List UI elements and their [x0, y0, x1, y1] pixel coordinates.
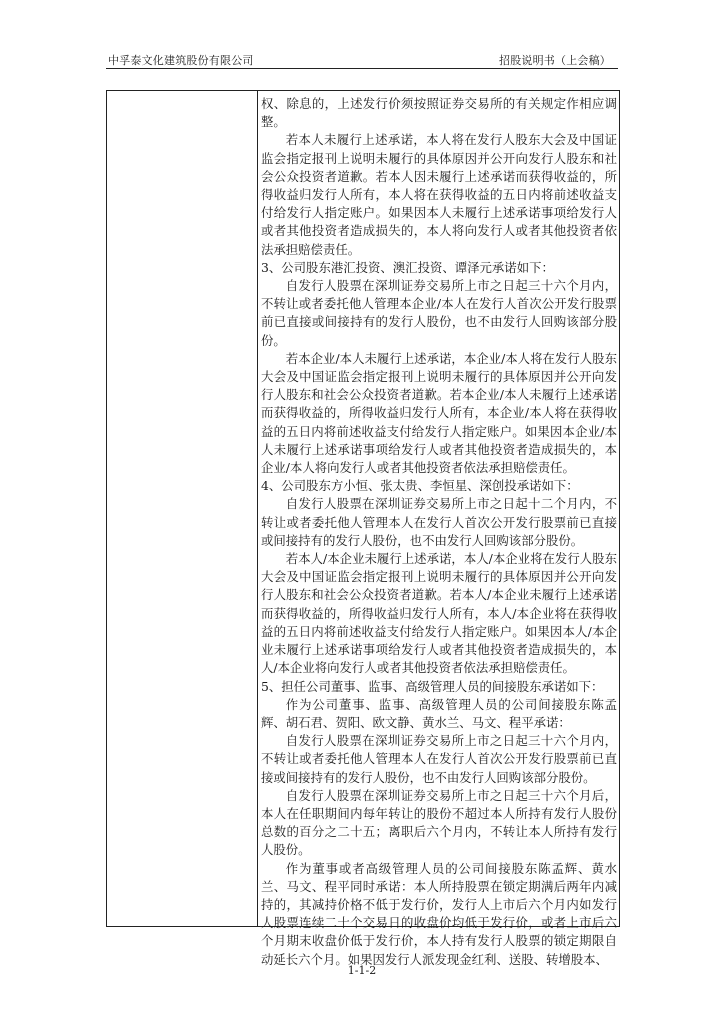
paragraph-10: 自发行人股票在深圳证券交易所上市之日起三十六个月内，不转让或者委托他人管理本人在发行人首次公开发行股票前已直接或间接持有的发行人股份，也不由发行人回购该部分股份。: [261, 733, 617, 785]
header-company-name: 中孚泰文化建筑股份有限公司: [108, 54, 254, 67]
page-number: 1-1-2: [347, 964, 377, 977]
paragraph-3: 自发行人股票在深圳证券交易所上市之日起三十六个月内，不转让或者委托他人管理本企业/本人在发行人首次公开发行股票前已直接或间接持有的发行人股份，也不由发行人回购该部分股份。: [261, 278, 617, 348]
paragraph-8: 5、担任公司董事、监事、高级管理人员的间接股东承诺如下：: [261, 678, 604, 694]
commitment-table: [106, 90, 620, 967]
column-divider: [257, 91, 258, 926]
header-rule: [106, 68, 618, 69]
commitment-text-cell: [261, 95, 617, 969]
paragraph-9: 作为公司董事、监事、高级管理人员的公司间接股东陈孟辉、胡石君、贺阳、欧文静、黄水兰、马文、程平承诺：: [261, 696, 617, 730]
paragraph-12: 作为董事或者高级管理人员的公司间接股东陈孟辉、黄水兰、马文、程平同时承诺：本人所持股票在锁定期满后两年内减持的，其减持价格不低于发行价，发行人上市后六个月内如发行人股票连续二十个交易日的收盘价均低于发行价，或者上市后六个月期末收盘价低于发行价，本人持有发行人股票的锁定期限自动延长六个月。如果因发行人派发现金红利、送股、转增股本、: [261, 860, 617, 967]
paragraph-1: 若本人未履行上述承诺，本人将在发行人股东大会及中国证监会指定报刊上说明未履行的具体原因并公开向发行人股东和社会公众投资者道歉。若本人因未履行上述承诺而获得收益的，所得收益归发行人所有，本人将在获得收益的五日内将前述收益支付给发行人指定账户。如果因本人未履行上述承诺事项给发行人或者其他投资者造成损失的，本人将向发行人或者其他投资者依法承担赔偿责任。: [261, 132, 617, 257]
paragraph-2: 3、公司股东港汇投资、澳汇投资、谭泽元承诺如下：: [261, 259, 554, 275]
paragraph-0: 权、除息的，上述发行价须按照证券交易所的有关规定作相应调整。: [261, 96, 617, 130]
paragraph-6: 自发行人股票在深圳证券交易所上市之日起十二个月内，不转让或者委托他人管理本人在发行人首次公开发行股票前已直接或间接持有的发行人股份，也不由发行人回购该部分股份。: [261, 496, 617, 548]
paragraph-5: 4、公司股东方小恒、张太贵、李恒星、深创投承诺如下：: [261, 478, 579, 494]
header-document-title: 招股说明书（上会稿）: [499, 54, 611, 67]
paragraph-11: 自发行人股票在深圳证券交易所上市之日起三十六个月后，本人在任职期间内每年转让的股份不超过本人所持有发行人股份总数的百分之二十五；离职后六个月内，不转让本人所持有发行人股份。: [261, 787, 617, 858]
paragraph-7: 若本人/本企业未履行上述承诺，本人/本企业将在发行人股东大会及中国证监会指定报刊上说明未履行的具体原因并公开向发行人股东和社会公众投资者道歉。若本人/本企业未履行上述承诺而获得收益的，所得收益归发行人所有，本人/本企业将在获得收益的五日内将前述收益支付给发行人指定账户。如果因本人/本企业未履行上述承诺事项给发行人或者其他投资者造成损失的，本人/本企业将向发行人或者其他投资者依法承担赔偿责任。: [261, 551, 617, 676]
paragraph-4: 若本企业/本人未履行上述承诺，本企业/本人将在发行人股东大会及中国证监会指定报刊上说明未履行的具体原因并公开向发行人股东和社会公众投资者道歉。若本企业/本人未履行上述承诺而获得收益的，所得收益归发行人所有，本企业/本人将在获得收益的五日内将前述收益支付给发行人指定账户。如果因本企业/本人未履行上述承诺事项给发行人或者其他投资者造成损失的，本企业/本人将向发行人或者其他投资者依法承担赔偿责任。: [261, 350, 617, 476]
